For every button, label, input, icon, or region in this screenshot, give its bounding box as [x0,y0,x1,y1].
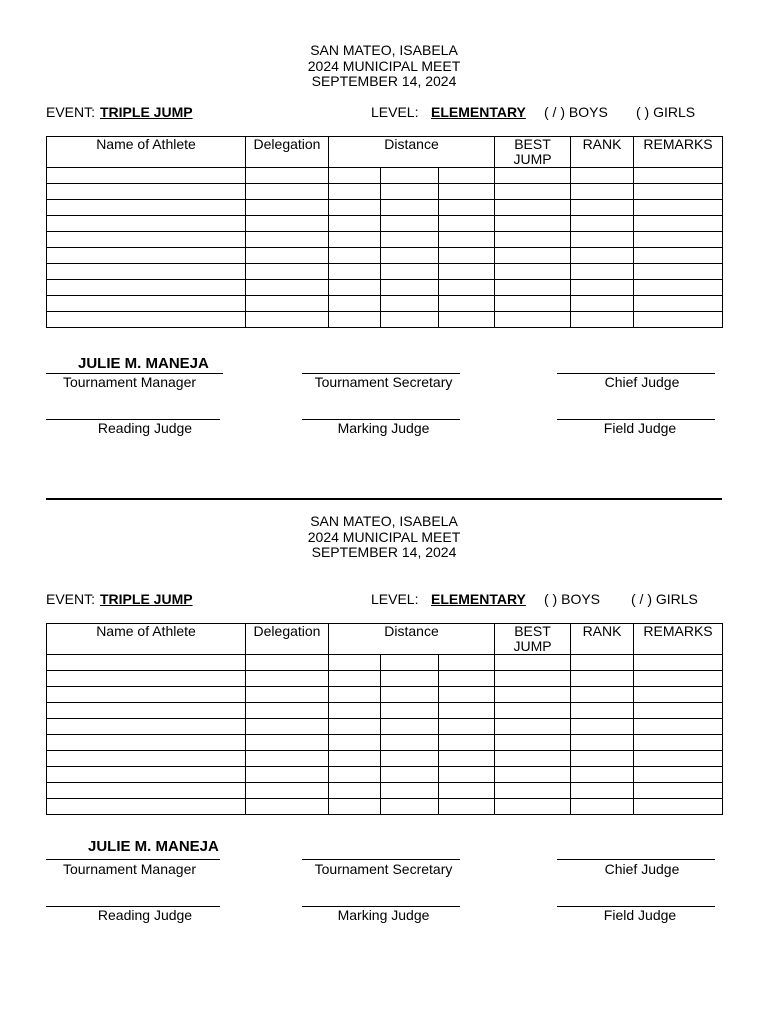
table-cell [495,296,571,312]
col-remarks: REMARKS [634,624,723,655]
table-cell [439,312,495,328]
table-cell [439,671,495,687]
table-cell [381,703,439,719]
table-cell [571,296,634,312]
table-cell [329,248,381,264]
signature-line [557,859,715,860]
table-cell [634,184,723,200]
table-cell [634,719,723,735]
table-cell [439,248,495,264]
table-cell [571,216,634,232]
level-value: ELEMENTARY [431,104,526,120]
col-best-jump: BEST JUMP [495,624,571,655]
table-cell [439,200,495,216]
table-cell [634,687,723,703]
table-cell [495,799,571,815]
event-label: EVENT: [46,591,96,607]
header-date: SEPTEMBER 14, 2024 [311,544,457,560]
table-cell [634,799,723,815]
table-cell [571,751,634,767]
table-cell [495,264,571,280]
table-cell [439,216,495,232]
field-judge-title: Field Judge [603,420,677,436]
table-row [47,216,723,232]
table-cell [439,296,495,312]
table-cell [47,751,246,767]
table-cell [439,655,495,671]
table-cell [246,200,329,216]
col-best-jump: BEST JUMP [495,137,571,168]
table-cell [246,264,329,280]
table-cell [495,184,571,200]
header-event-name: 2024 MUNICIPAL MEET [307,528,461,545]
table-cell [47,767,246,783]
table-cell [329,751,381,767]
table-cell [495,783,571,799]
table-cell [329,168,381,184]
signature-line [46,859,220,860]
col-name-of-athlete: Name of Athlete [47,624,246,655]
event-label: EVENT: [46,104,96,120]
table-cell [329,296,381,312]
table-cell [329,735,381,751]
sheet-header [0,43,768,90]
table-cell [47,184,246,200]
table-cell [329,655,381,671]
table-cell [571,280,634,296]
results-table [46,136,723,328]
table-cell [381,200,439,216]
table-cell [439,687,495,703]
table-cell [246,719,329,735]
table-cell [495,687,571,703]
table-cell [634,751,723,767]
event-value: TRIPLE JUMP [100,591,193,607]
table-row [47,799,723,815]
table-cell [634,767,723,783]
table-cell [439,767,495,783]
table-cell [381,799,439,815]
table-cell [571,719,634,735]
table-cell [571,799,634,815]
table-cell [439,799,495,815]
tournament-manager-title: Tournament Manager [62,374,197,390]
table-cell [571,655,634,671]
table-cell [571,703,634,719]
marking-judge-title: Marking Judge [337,907,430,923]
table-cell [381,280,439,296]
col-name-of-athlete: Name of Athlete [47,137,246,168]
table-cell [571,200,634,216]
table-cell [246,312,329,328]
table-cell [47,200,246,216]
event-row [0,591,768,609]
table-cell [495,751,571,767]
table-cell [571,248,634,264]
table-cell [381,687,439,703]
table-cell [381,216,439,232]
table-cell [47,280,246,296]
table-cell [439,264,495,280]
table-cell [246,703,329,719]
table-cell [495,216,571,232]
sheet-header [0,514,768,561]
table-row [47,783,723,799]
table-cell [246,751,329,767]
table-cell [381,232,439,248]
table-row [47,184,723,200]
chief-judge-title: Chief Judge [604,374,680,390]
table-cell [495,655,571,671]
table-cell [571,232,634,248]
signature-line [302,859,460,860]
header-date: SEPTEMBER 14, 2024 [311,73,457,89]
tournament-secretary-title: Tournament Secretary [314,861,453,877]
table-cell [439,232,495,248]
table-cell [439,751,495,767]
table-cell [246,655,329,671]
table-cell [634,232,723,248]
tournament-manager-name: JULIE M. MANEJA [88,838,219,855]
event-value: TRIPLE JUMP [100,104,193,120]
table-cell [381,655,439,671]
table-cell [634,783,723,799]
table-cell [439,168,495,184]
table-row [47,232,723,248]
table-cell [47,719,246,735]
col-delegation: Delegation [246,137,329,168]
table-cell [571,671,634,687]
boys-checkbox: ( / ) BOYS [544,104,608,120]
table-cell [47,735,246,751]
tournament-manager-name: JULIE M. MANEJA [78,355,209,372]
col-remarks: REMARKS [634,137,723,168]
table-row [47,687,723,703]
table-row [47,703,723,719]
header-location: SAN MATEO, ISABELA [310,42,458,58]
table-cell [246,232,329,248]
table-body [47,168,723,328]
table-cell [381,783,439,799]
table-cell [246,799,329,815]
table-cell [495,312,571,328]
table-cell [439,735,495,751]
table-cell [381,168,439,184]
table-cell [495,767,571,783]
table-row [47,312,723,328]
table-cell [634,671,723,687]
table-cell [439,280,495,296]
marking-judge-title: Marking Judge [337,420,430,436]
table-cell [634,216,723,232]
table-row [47,767,723,783]
table-cell [495,735,571,751]
table-row [47,168,723,184]
table-cell [495,671,571,687]
table-cell [571,767,634,783]
table-cell [47,168,246,184]
table-cell [381,767,439,783]
table-row [47,655,723,671]
table-cell [329,184,381,200]
table-cell [381,751,439,767]
table-cell [329,312,381,328]
table-cell [381,248,439,264]
table-cell [47,296,246,312]
table-cell [495,280,571,296]
table-cell [47,248,246,264]
table-cell [329,799,381,815]
table-row [47,248,723,264]
table-cell [571,783,634,799]
table-cell [571,168,634,184]
table-cell [246,216,329,232]
table-cell [47,671,246,687]
table-cell [329,200,381,216]
table-cell [571,735,634,751]
table-cell [634,735,723,751]
table-cell [329,687,381,703]
section-divider [46,498,722,500]
tournament-secretary-title: Tournament Secretary [314,374,453,390]
table-cell [329,216,381,232]
table-cell [246,184,329,200]
table-cell [246,248,329,264]
table-cell [571,312,634,328]
table-cell [47,312,246,328]
col-delegation: Delegation [246,624,329,655]
results-table [46,623,723,815]
table-cell [47,264,246,280]
table-row [47,200,723,216]
table-cell [329,703,381,719]
level-label: LEVEL: [371,104,419,120]
table-cell [329,719,381,735]
col-rank: RANK [571,137,634,168]
table-cell [571,687,634,703]
table-cell [381,735,439,751]
table-cell [634,168,723,184]
table-cell [634,703,723,719]
table-cell [381,312,439,328]
table-cell [47,232,246,248]
reading-judge-title: Reading Judge [97,420,193,436]
field-judge-title: Field Judge [603,907,677,923]
table-cell [439,184,495,200]
table-row [47,280,723,296]
table-cell [634,655,723,671]
col-rank: RANK [571,624,634,655]
level-label: LEVEL: [371,591,419,607]
table-cell [47,687,246,703]
table-cell [246,671,329,687]
table-cell [47,216,246,232]
table-cell [47,799,246,815]
table-cell [381,671,439,687]
girls-checkbox: ( / ) GIRLS [631,591,698,607]
table-cell [246,687,329,703]
table-row [47,671,723,687]
table-cell [495,200,571,216]
table-row [47,735,723,751]
table-cell [47,783,246,799]
table-cell [439,783,495,799]
table-cell [381,264,439,280]
table-cell [246,168,329,184]
table-cell [329,280,381,296]
table-header-row [47,137,723,168]
table-cell [246,735,329,751]
table-cell [495,168,571,184]
table-cell [495,719,571,735]
table-cell [329,232,381,248]
chief-judge-title: Chief Judge [604,861,680,877]
table-cell [634,280,723,296]
table-cell [246,767,329,783]
table-cell [381,184,439,200]
level-value: ELEMENTARY [431,591,526,607]
table-cell [634,296,723,312]
table-cell [495,248,571,264]
table-cell [634,200,723,216]
table-cell [246,783,329,799]
col-distance: Distance [329,624,495,655]
tournament-manager-title: Tournament Manager [62,861,197,877]
table-header-row [47,624,723,655]
boys-checkbox: ( ) BOYS [544,591,601,607]
table-cell [381,296,439,312]
table-cell [439,703,495,719]
table-cell [571,264,634,280]
table-row [47,751,723,767]
event-row [0,104,768,122]
reading-judge-title: Reading Judge [97,907,193,923]
table-cell [47,655,246,671]
table-row [47,296,723,312]
table-cell [329,671,381,687]
header-event-name: 2024 MUNICIPAL MEET [307,57,461,74]
table-body [47,655,723,815]
table-row [47,719,723,735]
table-cell [329,264,381,280]
table-cell [439,719,495,735]
table-row [47,264,723,280]
table-cell [495,703,571,719]
table-cell [246,296,329,312]
table-cell [495,232,571,248]
table-cell [329,783,381,799]
table-cell [634,264,723,280]
girls-checkbox: ( ) GIRLS [636,104,696,120]
table-cell [47,703,246,719]
table-cell [246,280,329,296]
table-cell [571,184,634,200]
table-cell [634,312,723,328]
table-cell [634,248,723,264]
header-location: SAN MATEO, ISABELA [310,513,458,529]
table-cell [329,767,381,783]
col-distance: Distance [329,137,495,168]
table-cell [381,719,439,735]
